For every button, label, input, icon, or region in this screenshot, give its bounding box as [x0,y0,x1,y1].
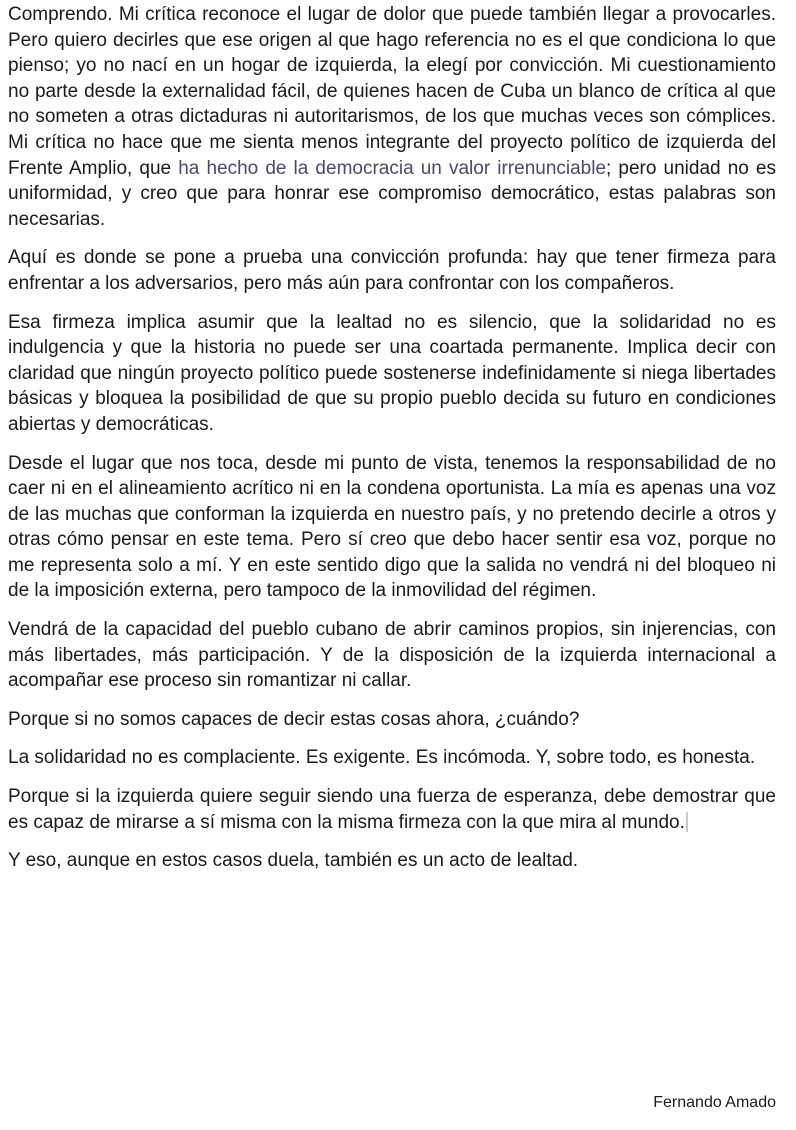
paragraph-8-text: Porque si la izquierda quiere seguir siendo una fuerza de esperanza, debe demostrar que es capaz de mirarse a sí misma con la misma firmeza con la que mira al mundo. [8,786,776,833]
paragraph-7: La solidaridad no es complaciente. Es exigente. Es incómoda. Y, sobre todo, es honesta. [8,747,756,769]
paragraph-4: Desde el lugar que nos toca, desde mi punto de vista, tenemos la responsabilidad de no caer ni en el alineamiento acrítico ni en la condena oportunista. La mía es apenas una voz de las muchas que conforman la izquierda en nuestro país, y no pretendo decirle a otros y otras cómo pensar en este tema. Pero sí creo que debo hacer sentir esa voz, porque no me representa solo a mí. Y en este sentido digo que la salida no vendrá ni del bloqueo ni de la imposición externa, pero tampoco de la inmovilidad del régimen. [8,452,776,602]
paragraph-8 [8,784,776,835]
paragraph-9: Y eso, aunque en estos casos duela, también es un acto de lealtad. [8,850,579,872]
democracy-link[interactable]: ha hecho de la democracia un valor irrenunciable [178,157,607,179]
document-body [8,2,776,887]
paragraph-1 [8,2,776,232]
author-signature: Fernando Amado [653,1094,776,1111]
paragraph-1-text-end: ; pero unidad no es uniformidad, y creo que para honrar ese compromiso democrático, estas palabras son necesarias. [8,157,776,230]
paragraph-1-text-start: Comprendo. Mi crítica reconoce el lugar de dolor que puede también llegar a provocarles. Pero quiero decirles que ese origen al que hago referencia no es el que condiciona lo que pienso; yo no nací en un hogar de izquierda, la elegí por convicción. Mi cuestionamiento no parte desde la externalidad fácil, de quienes hacen de Cuba un blanco de crítica al que no someten a otras dictaduras ni autoritarismos, de los que muchas veces son cómplices. Mi crítica no hace que me sienta menos integrante del proyecto político de izquierda del Frente Amplio, que [8,4,776,179]
paragraph-2: Aquí es donde se pone a prueba una convicción profunda: hay que tener firmeza para enfrentar a los adversarios, pero más aún para confrontar con los compañeros. [8,247,776,294]
paragraph-3: Esa firmeza implica asumir que la lealtad no es silencio, que la solidaridad no es indulgencia y que la historia no puede ser una coartada permanente. Implica decir con claridad que ningún proyecto político puede sostenerse indefinidamente si niega libertades básicas y bloquea la posibilidad de que su propio pueblo decida su futuro en condiciones abiertas y democráticas. [8,311,776,435]
paragraph-5: Vendrá de la capacidad del pueblo cubano de abrir caminos propios, sin injerencias, con más libertades, más participación. Y de la disposición de la izquierda internacional a acompañar ese proceso sin romantizar ni callar. [8,619,776,692]
text-cursor [686,812,688,832]
paragraph-6: Porque si no somos capaces de decir estas cosas ahora, ¿cuándo? [8,708,580,730]
